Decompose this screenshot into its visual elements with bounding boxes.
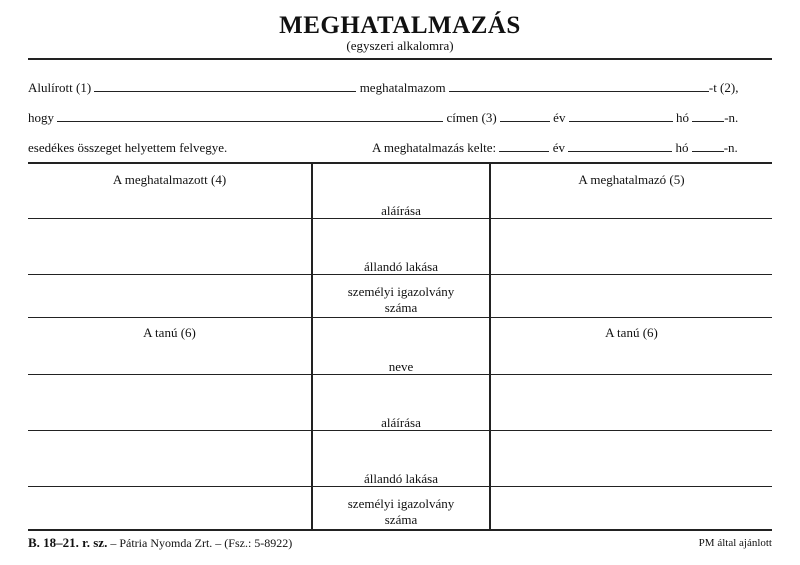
form-line-3-date [372, 140, 738, 156]
form-title: MEGHATALMAZÁS [279, 12, 521, 39]
form-line-1 [28, 80, 738, 96]
form-label-hogy: hogy [28, 110, 54, 125]
form-label-ev: év [553, 110, 566, 125]
blank-title[interactable] [57, 110, 443, 122]
blank-undersigned-name[interactable] [94, 80, 356, 92]
row-label-witness-id-number: száma [384, 512, 418, 527]
row-label-id-card: személyi igazolvány [347, 284, 455, 299]
form-line-2 [28, 110, 738, 126]
table-section-line [28, 317, 772, 318]
form-label-suffix-t: -t (2), [708, 80, 739, 95]
row-label-id-number: száma [384, 300, 418, 315]
blank-date-year[interactable] [499, 140, 549, 152]
blank-date-month[interactable] [568, 140, 672, 152]
form-code: B. 18–21. r. sz. [28, 535, 108, 550]
form-label-ho: hó [675, 110, 689, 125]
blank-year[interactable] [500, 110, 550, 122]
authorized-person-header: A meghatalmazott (4) [112, 172, 227, 187]
form-line-3 [28, 140, 227, 156]
form-label-date-ev: év [552, 140, 565, 155]
footer-recommendation: PM által ajánlott [698, 537, 772, 549]
form-label-date-ho: hó [675, 140, 689, 155]
form-label-cimen: címen (3) [446, 110, 497, 125]
form-label-date-of-authorization: A meghatalmazás kelte: [372, 140, 497, 155]
form-label-authorize: meghatalmazom [359, 80, 446, 95]
form-subtitle: (egyszeri alkalomra) [346, 38, 454, 53]
header-divider [28, 58, 772, 60]
row-label-permanent-address: állandó lakása [364, 259, 438, 274]
blank-authorized-name[interactable] [449, 80, 709, 92]
form-label-undersigned: Alulírott (1) [28, 80, 92, 95]
row-label-signature: aláírása [381, 203, 421, 218]
table-top-border [28, 162, 772, 164]
blank-date-day[interactable] [692, 140, 724, 152]
blank-day[interactable] [692, 110, 724, 122]
row-label-name: neve [388, 359, 414, 374]
table-bottom-border [28, 529, 772, 531]
footer-form-info [28, 535, 292, 551]
row-label-witness-address: állandó lakása [364, 471, 438, 486]
witness-right-header: A tanú (6) [605, 325, 658, 340]
form-label-date-suffix-n: -n. [723, 140, 738, 155]
blank-month[interactable] [569, 110, 673, 122]
publisher-info: – Pátria Nyomda Zrt. – (Fsz.: 5-8922) [110, 536, 293, 550]
authorizer-header: A meghatalmazó (5) [578, 172, 685, 187]
row-label-witness-id-card: személyi igazolvány [347, 496, 455, 511]
form-label-suffix-n: -n. [724, 110, 739, 125]
form-label-collect: esedékes összeget helyettem felvegye. [28, 140, 228, 155]
witness-left-header: A tanú (6) [143, 325, 196, 340]
row-label-witness-signature: aláírása [381, 415, 421, 430]
